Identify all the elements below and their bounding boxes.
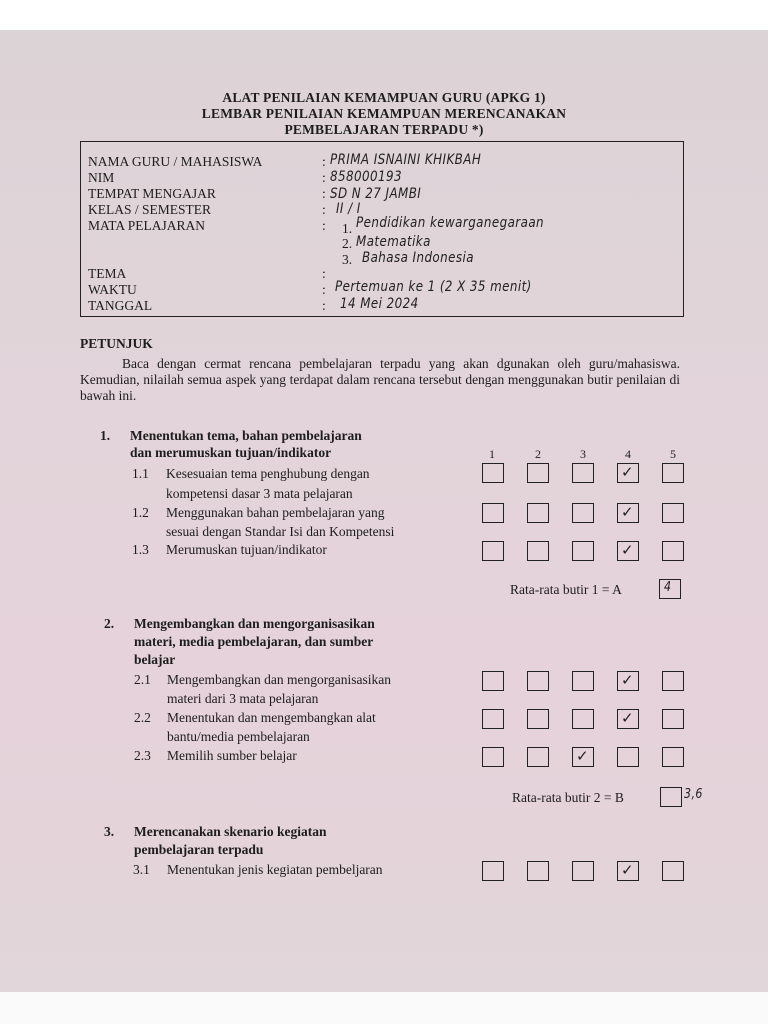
rating-checkbox-1-1-score-4[interactable] [617, 463, 639, 483]
rating-checkbox-1-2-score-1[interactable] [482, 503, 504, 523]
item-2-1-text-line-1: Mengembangkan dan mengorganisasikan [167, 672, 391, 687]
rating-checkbox-2-1-score-2[interactable] [527, 671, 549, 691]
rating-checkbox-2-2-score-5[interactable] [662, 709, 684, 729]
rating-checkbox-2-3-score-4[interactable] [617, 747, 639, 767]
section-3-number: 3. [104, 824, 115, 839]
rating-checkbox-3-1-score-3[interactable] [572, 861, 594, 881]
rating-checkbox-2-2-score-1[interactable] [482, 709, 504, 729]
item-2-1-text-line-2: materi dari 3 mata pelajaran [167, 691, 319, 706]
rating-checkbox-1-1-score-1[interactable] [482, 463, 504, 483]
nama-label: NAMA GURU / MAHASISWA [88, 154, 263, 169]
doc-title-line-1: ALAT PENILAIAN KEMAMPUAN GURU (APKG 1) [222, 90, 546, 105]
kelas-value: II / I [336, 201, 361, 217]
average-2-value: 3,6 [684, 787, 703, 802]
item-1-1-text-line-1: Kesesuaian tema penghubung dengan [166, 466, 370, 481]
section-1-title-line-1: Menentukan tema, bahan pembelajaran [130, 428, 362, 443]
item-1-3-number: 1.3 [132, 542, 149, 557]
section-3-title-line-2: pembelajaran terpadu [134, 842, 264, 857]
section-2-title-line-2: materi, media pembelajaran, dan sumber [134, 634, 374, 649]
item-3-1-text-line-1: Menentukan jenis kegiatan pembeljaran [167, 862, 383, 877]
item-1-1-number: 1.1 [132, 466, 149, 481]
mapel-num-3: 3. [342, 252, 353, 267]
section-3-title-line-1: Merencanakan skenario kegiatan [134, 824, 327, 839]
average-2-box[interactable] [660, 787, 682, 807]
rating-checkbox-1-3-score-2[interactable] [527, 541, 549, 561]
section-1-title-line-2: dan merumuskan tujuan/indikator [130, 445, 332, 460]
average-2-label: Rata-rata butir 2 = B [512, 790, 624, 805]
rating-checkbox-2-2-score-2[interactable] [527, 709, 549, 729]
nim-label: NIM [88, 170, 115, 185]
colon: : [322, 202, 326, 217]
rating-checkbox-1-3-score-1[interactable] [482, 541, 504, 561]
rating-checkbox-2-1-score-1[interactable] [482, 671, 504, 691]
item-3-1-number: 3.1 [133, 862, 150, 877]
doc-title-line-3: PEMBELAJARAN TERPADU *) [284, 122, 484, 137]
rating-checkbox-1-3-score-4[interactable] [617, 541, 639, 561]
mapel-num-2: 2. [342, 236, 353, 251]
scale-label-1: 1 [489, 447, 495, 461]
rating-checkbox-3-1-score-5[interactable] [662, 861, 684, 881]
petunjuk-heading: PETUNJUK [80, 336, 153, 351]
scale-label-4: 4 [625, 447, 631, 461]
check-mark-icon: ✓ [621, 463, 634, 481]
waktu-value: Pertemuan ke 1 (2 X 35 menit) [335, 279, 532, 295]
rating-checkbox-2-1-score-3[interactable] [572, 671, 594, 691]
average-1-value: 4 [664, 580, 672, 595]
rating-checkbox-3-1-score-2[interactable] [527, 861, 549, 881]
rating-checkbox-2-2-score-4[interactable] [617, 709, 639, 729]
kelas-label: KELAS / SEMESTER [88, 202, 212, 217]
section-1-number: 1. [100, 428, 111, 443]
rating-checkbox-1-2-score-3[interactable] [572, 503, 594, 523]
rating-checkbox-1-2-score-5[interactable] [662, 503, 684, 523]
item-2-1-number: 2.1 [134, 672, 151, 687]
tanggal-label: TANGGAL [88, 298, 153, 313]
item-1-2-text-line-2: sesuai dengan Standar Isi dan Kompetensi [166, 524, 395, 539]
rating-checkbox-2-3-score-2[interactable] [527, 747, 549, 767]
rating-checkbox-1-2-score-4[interactable] [617, 503, 639, 523]
item-2-3-text-line-1: Memilih sumber belajar [167, 748, 297, 763]
average-1-label: Rata-rata butir 1 = A [510, 582, 622, 597]
tempat-value: SD N 27 JAMBI [330, 186, 422, 202]
nim-value: 858000193 [330, 169, 402, 185]
page-bottom-margin [0, 992, 768, 1024]
rating-checkbox-3-1-score-4[interactable] [617, 861, 639, 881]
rating-checkbox-1-3-score-5[interactable] [662, 541, 684, 561]
mapel-label: MATA PELAJARAN [88, 218, 206, 233]
colon: : [322, 170, 326, 185]
rating-checkbox-2-2-score-3[interactable] [572, 709, 594, 729]
doc-title-line-2: LEMBAR PENILAIAN KEMAMPUAN MERENCANAKAN [201, 106, 567, 121]
waktu-label: WAKTU [88, 282, 137, 297]
rating-checkbox-2-1-score-4[interactable] [617, 671, 639, 691]
check-mark-icon: ✓ [621, 503, 634, 521]
item-2-3-number: 2.3 [134, 748, 151, 763]
tanggal-value: 14 Mei 2024 [340, 296, 419, 312]
rating-checkbox-2-1-score-5[interactable] [662, 671, 684, 691]
section-2-number: 2. [104, 616, 115, 631]
tempat-label: TEMPAT MENGAJAR [88, 186, 216, 201]
rating-checkbox-2-3-score-1[interactable] [482, 747, 504, 767]
mapel-value-1: Pendidikan kewarganegaraan [356, 215, 545, 231]
section-2-title-line-3: belajar [134, 652, 176, 667]
section-2-title-line-1: Mengembangkan dan mengorganisasikan [134, 616, 375, 631]
colon: : [322, 298, 326, 313]
item-1-2-number: 1.2 [132, 505, 149, 520]
colon: : [322, 186, 326, 201]
scale-label-5: 5 [670, 447, 676, 461]
check-mark-icon: ✓ [621, 709, 634, 727]
colon: : [322, 154, 326, 169]
rating-checkbox-1-1-score-2[interactable] [527, 463, 549, 483]
rating-checkbox-1-1-score-5[interactable] [662, 463, 684, 483]
colon: : [322, 266, 326, 281]
rating-checkbox-3-1-score-1[interactable] [482, 861, 504, 881]
colon: : [322, 282, 326, 297]
colon: : [322, 218, 326, 233]
mapel-value-2: Matematika [356, 234, 431, 250]
scale-label-3: 3 [580, 447, 586, 461]
rating-checkbox-2-3-score-3[interactable] [572, 747, 594, 767]
rating-checkbox-1-1-score-3[interactable] [572, 463, 594, 483]
average-1-box[interactable] [659, 579, 681, 599]
item-1-2-text-line-1: Menggunakan bahan pembelajaran yang [166, 505, 385, 520]
mapel-num-1: 1. [342, 221, 353, 236]
rating-checkbox-2-3-score-5[interactable] [662, 747, 684, 767]
petunjuk-text: Baca dengan cermat rencana pembelajaran terpadu yang akan dgunakan oleh guru/mahasiswa. Kemudian, nilailah semua aspek yang terdapat dalam rencana tersebut dengan menggunakan butir penilaian di bawah ini. [80, 356, 680, 403]
check-mark-icon: ✓ [621, 861, 634, 879]
rating-checkbox-1-2-score-2[interactable] [527, 503, 549, 523]
rating-checkbox-1-3-score-3[interactable] [572, 541, 594, 561]
item-2-2-text-line-1: Menentukan dan mengembangkan alat [167, 710, 376, 725]
nama-value: PRIMA ISNAINI KHIKBAH [330, 152, 482, 168]
item-2-2-number: 2.2 [134, 710, 151, 725]
item-2-2-text-line-2: bantu/media pembelajaran [167, 729, 310, 744]
item-1-1-text-line-2: kompetensi dasar 3 mata pelajaran [166, 486, 353, 501]
mapel-value-3: Bahasa Indonesia [362, 250, 474, 266]
check-mark-icon: ✓ [621, 671, 634, 689]
item-1-3-text-line-1: Merumuskan tujuan/indikator [166, 542, 327, 557]
check-mark-icon: ✓ [621, 541, 634, 559]
tema-label: TEMA [88, 266, 127, 281]
scale-label-2: 2 [535, 447, 541, 461]
check-mark-icon: ✓ [576, 747, 589, 765]
